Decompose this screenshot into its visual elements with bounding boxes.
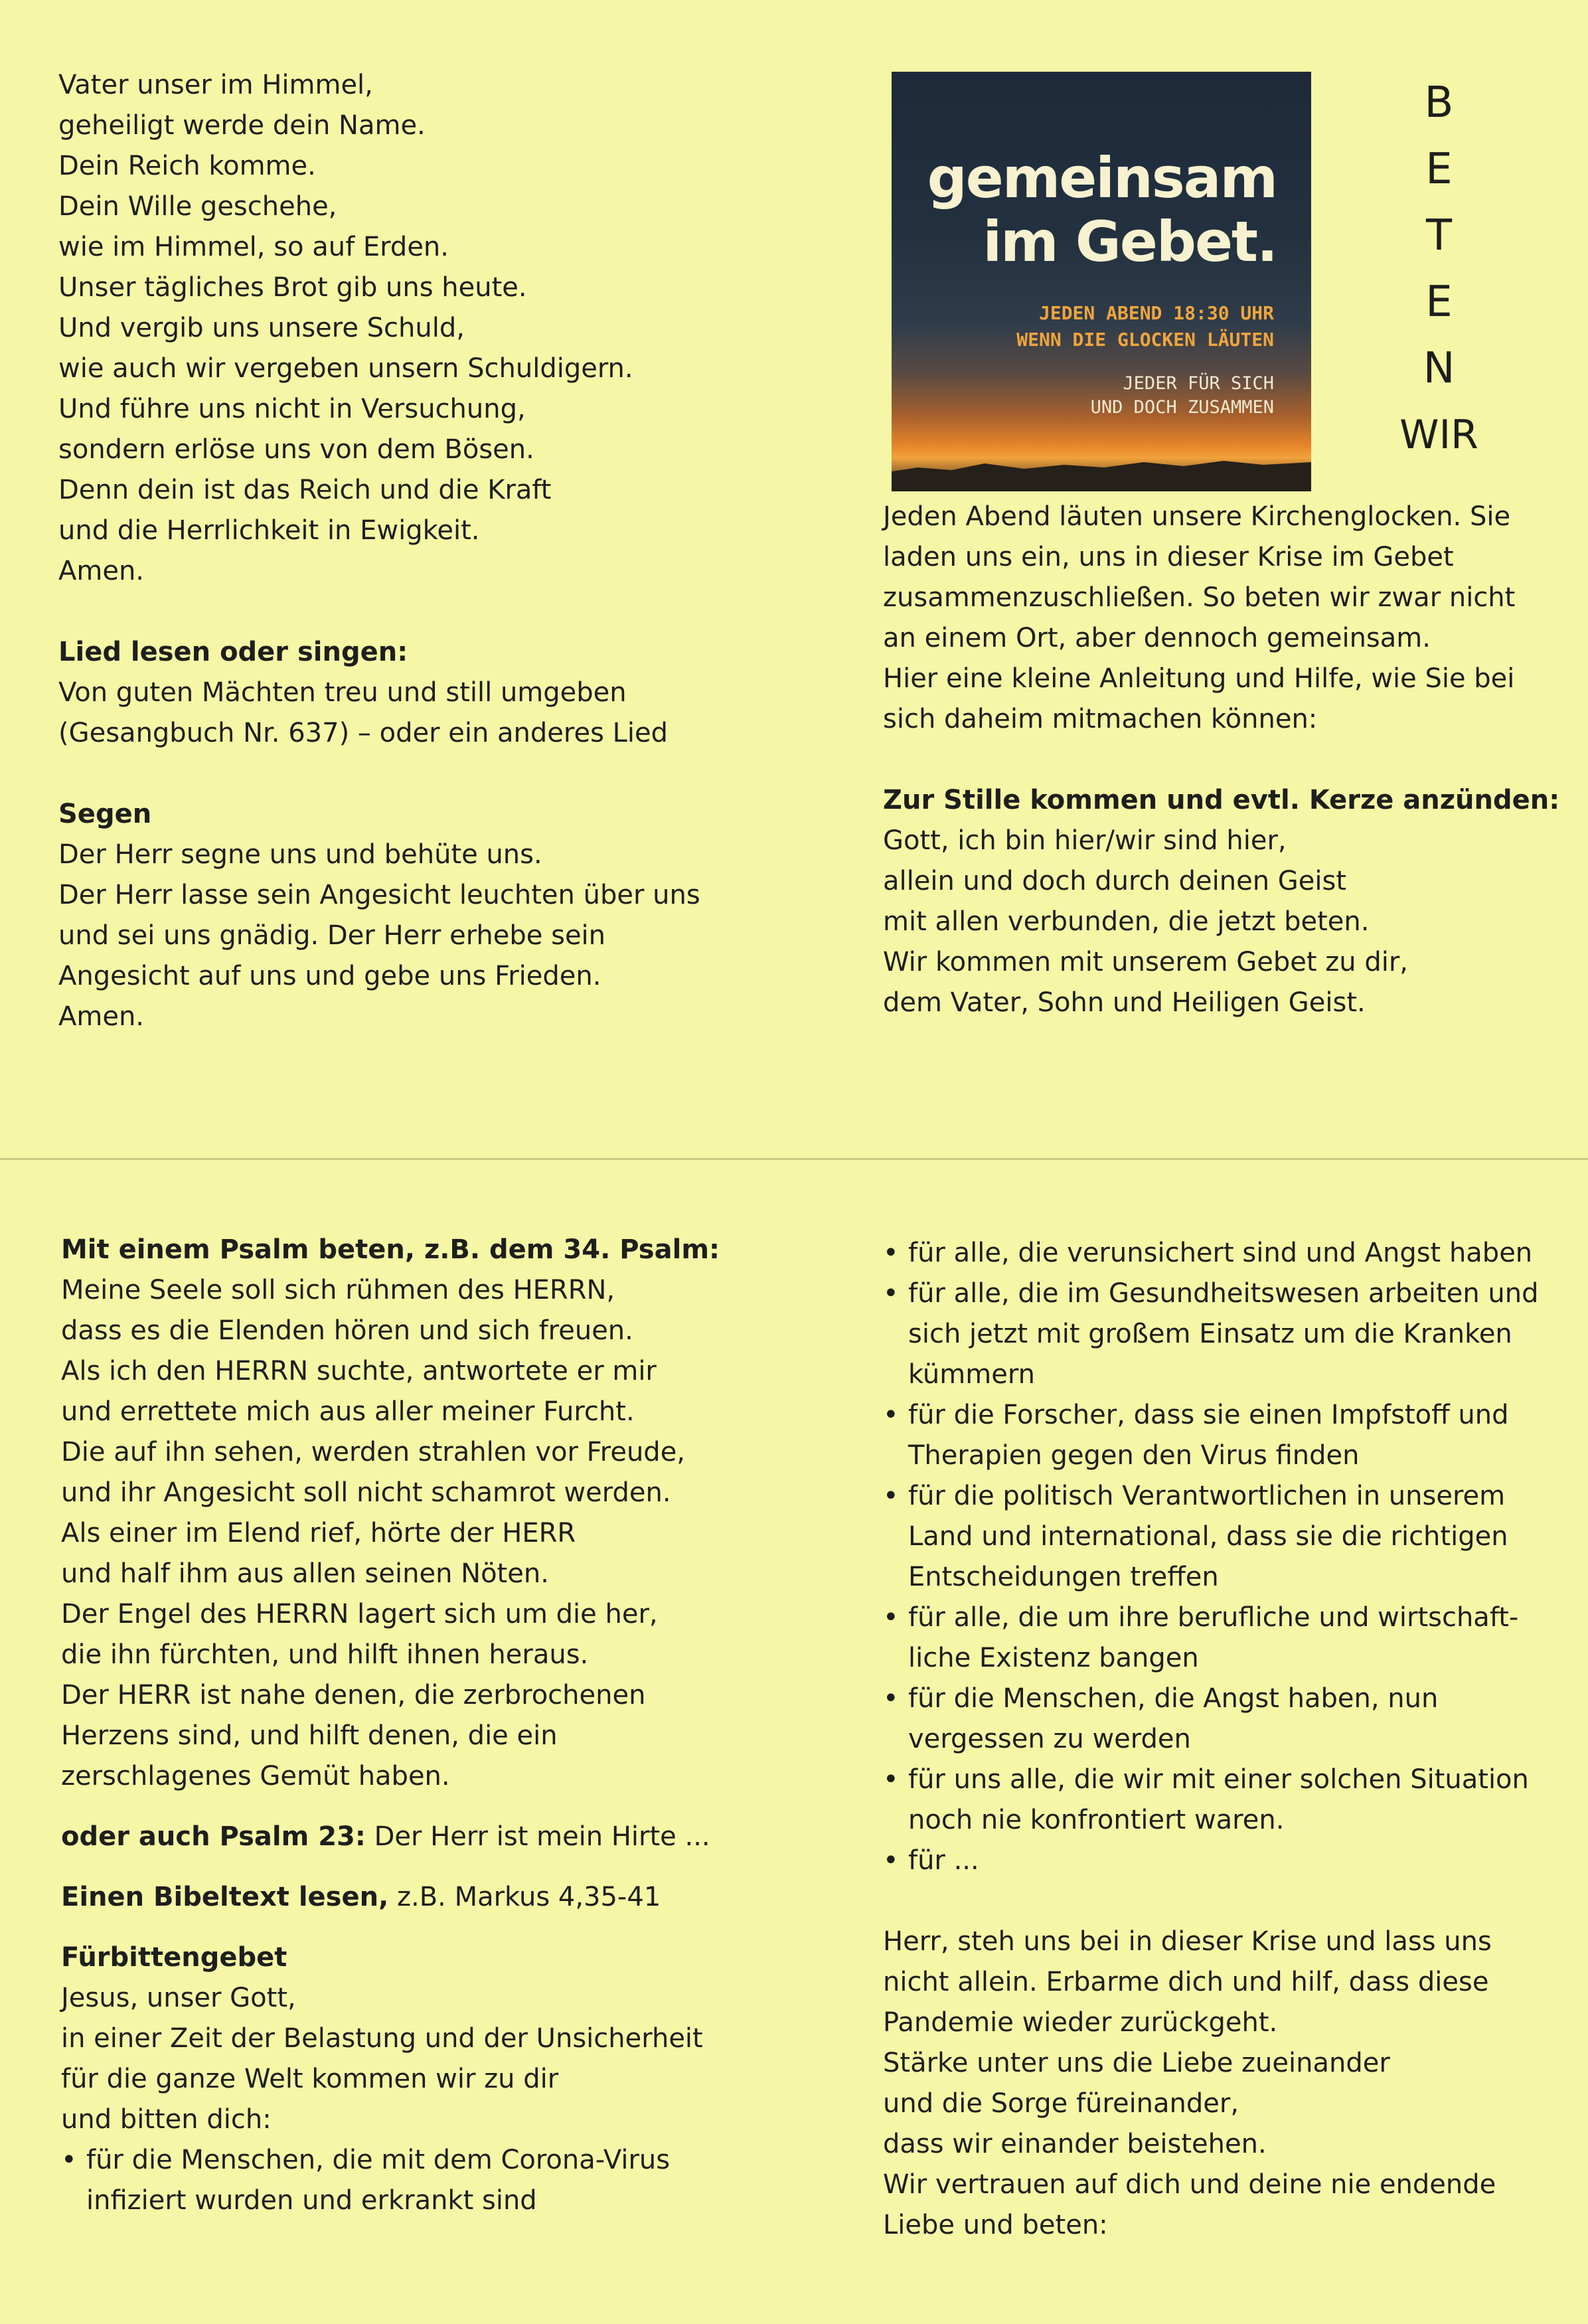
beten-wir-vertical bbox=[1394, 70, 1484, 468]
bullet-text-line: sich jetzt mit großem Einsatz um die Kranken bbox=[908, 1319, 1512, 1349]
bullet-item bbox=[883, 1679, 1539, 1760]
bullet-icon: • bbox=[883, 1602, 899, 1633]
bullet-text-line: vergessen zu werden bbox=[908, 1724, 1191, 1754]
poster-tagline: JEDER FÜR SICH UND DOCH ZUSAMMEN bbox=[1090, 373, 1274, 418]
bullet-text-line: Therapien gegen den Virus finden bbox=[908, 1440, 1360, 1471]
lied-heading: Lied lesen oder singen: bbox=[58, 637, 408, 667]
fuerbitten-text bbox=[61, 1978, 720, 2140]
bullet-text-line: für alle, die um ihre berufliche und wirtschaft- bbox=[908, 1602, 1519, 1633]
poster-title: gemeinsam im Gebet. bbox=[927, 145, 1277, 274]
text-line: Denn dein ist das Reich und die Kraft bbox=[58, 475, 552, 505]
text-line: Dein Reich komme. bbox=[58, 151, 316, 181]
poster-time: JEDEN ABEND 18:30 UHR WENN DIE GLOCKEN LÄUTEN bbox=[1016, 302, 1274, 351]
bullet-text-line: liche Existenz bangen bbox=[908, 1643, 1199, 1673]
bullet-item bbox=[883, 1395, 1539, 1476]
closing-prayer bbox=[883, 1922, 1539, 2246]
text-line: Meine Seele soll sich rühmen des HERRN, bbox=[61, 1275, 615, 1305]
bullet-item bbox=[883, 1274, 1539, 1395]
bibeltext-line: Einen Bibeltext lesen, z.B. Markus 4,35-41 bbox=[61, 1882, 661, 1912]
text-line: mit allen verbunden, die jetzt beten. bbox=[883, 906, 1370, 937]
bullet-text-line: für alle, die verunsichert sind und Angst haben bbox=[908, 1238, 1533, 1268]
bullet-icon: • bbox=[883, 1683, 899, 1714]
bullet-text-line: für die Forscher, dass sie einen Impfstoff und bbox=[908, 1400, 1509, 1430]
vaterunser-text bbox=[58, 65, 700, 592]
psalm-heading: Mit einem Psalm beten, z.B. dem 34. Psalm: bbox=[61, 1234, 720, 1265]
bullet-item bbox=[883, 1233, 1539, 1274]
bullet-icon: • bbox=[883, 1481, 899, 1511]
psalm23-line: oder auch Psalm 23: Der Herr ist mein Hirte ... bbox=[61, 1821, 710, 1852]
bullet-item bbox=[883, 1760, 1539, 1841]
bullet-item bbox=[883, 1841, 1539, 1881]
lied-text bbox=[58, 673, 700, 754]
beten-letter: E bbox=[1425, 145, 1453, 194]
text-line: und sei uns gnädig. Der Herr erhebe sein bbox=[58, 920, 606, 951]
text-line: Der Engel des HERRN lagert sich um die her, bbox=[61, 1599, 658, 1629]
text-line: nicht allein. Erbarme dich und hilf, dass diese bbox=[883, 1967, 1489, 1997]
text-line: wie im Himmel, so auf Erden. bbox=[58, 232, 449, 262]
text-line: zerschlagenes Gemüt haben. bbox=[61, 1761, 450, 1791]
text-line: Angesicht auf uns und gebe uns Frieden. bbox=[58, 961, 601, 991]
text-line: dem Vater, Sohn und Heiligen Geist. bbox=[883, 987, 1366, 1018]
text-line: Herr, steh uns bei in dieser Krise und lass uns bbox=[883, 1926, 1492, 1957]
bullet-text-line: Land und international, dass sie die richtigen bbox=[908, 1521, 1508, 1552]
segen-text bbox=[58, 835, 700, 1037]
bullet-item bbox=[883, 1598, 1539, 1679]
text-line: Amen. bbox=[58, 1001, 145, 1032]
text-line: Jeden Abend läuten unsere Kirchenglocken. Sie bbox=[883, 501, 1511, 532]
bullet-icon: • bbox=[883, 1238, 899, 1268]
fuerbitten-heading: Fürbittengebet bbox=[61, 1942, 287, 1973]
gebet-poster bbox=[892, 72, 1311, 491]
text-line: (Gesangbuch Nr. 637) – oder ein anderes Lied bbox=[58, 718, 669, 748]
text-line: dass es die Elenden hören und sich freuen. bbox=[61, 1315, 633, 1346]
fuerbitten-column bbox=[883, 1233, 1539, 2246]
text-line: die ihn fürchten, und hilft ihnen heraus. bbox=[61, 1639, 589, 1670]
beten-letter: T bbox=[1425, 211, 1453, 260]
beten-letter: E bbox=[1425, 278, 1453, 327]
text-line: laden uns ein, uns in dieser Krise im Gebet bbox=[883, 542, 1454, 572]
bullet-list bbox=[883, 1233, 1539, 1881]
bullet-item bbox=[883, 1476, 1539, 1598]
text-line: Hier eine kleine Anleitung und Hilfe, wie Sie bei bbox=[883, 663, 1515, 694]
stille-text bbox=[883, 821, 1559, 1023]
text-line: Und vergib uns unsere Schuld, bbox=[58, 313, 465, 343]
text-line: und die Herrlichkeit in Ewigkeit. bbox=[58, 515, 480, 546]
text-line: und errettete mich aus aller meiner Furcht. bbox=[61, 1396, 635, 1427]
text-line: Liebe und beten: bbox=[883, 2210, 1108, 2240]
text-line: Der Herr segne uns und behüte uns. bbox=[58, 839, 542, 870]
beten-letter: B bbox=[1424, 78, 1454, 127]
mountain-silhouette bbox=[892, 438, 1311, 491]
text-line: wie auch wir vergeben unsern Schuldigern. bbox=[58, 353, 633, 384]
text-line: geheiligt werde dein Name. bbox=[58, 110, 426, 141]
text-line: Der HERR ist nahe denen, die zerbrochenen bbox=[61, 1680, 646, 1710]
text-line: Und führe uns nicht in Versuchung, bbox=[58, 394, 526, 424]
intro-text bbox=[883, 497, 1559, 740]
segen-heading: Segen bbox=[58, 799, 152, 829]
text-line: und half ihm aus allen seinen Nöten. bbox=[61, 1558, 549, 1589]
text-line: Vater unser im Himmel, bbox=[58, 70, 373, 100]
vaterunser-column bbox=[58, 65, 700, 1037]
text-line: Als ich den HERRN suchte, antwortete er mir bbox=[61, 1356, 657, 1386]
bullet-text-line: für alle, die im Gesundheitswesen arbeiten und bbox=[908, 1278, 1539, 1309]
text-line: Herzens sind, und hilft denen, die ein bbox=[61, 1720, 558, 1751]
text-line: und ihr Angesicht soll nicht schamrot werden. bbox=[61, 1477, 671, 1508]
text-line: und die Sorge füreinander, bbox=[883, 2088, 1239, 2119]
bullet-icon: • bbox=[883, 1400, 899, 1430]
beten-letter: WIR bbox=[1399, 412, 1478, 458]
text-line: Von guten Mächten treu und still umgeben bbox=[58, 677, 627, 708]
text-line: Amen. bbox=[58, 556, 145, 586]
stille-heading: Zur Stille kommen und evtl. Kerze anzünden: bbox=[883, 785, 1560, 815]
text-line: sich daheim mitmachen können: bbox=[883, 704, 1318, 734]
text-line: Unser tägliches Brot gib uns heute. bbox=[58, 272, 527, 303]
bullet-text-line: für die Menschen, die Angst haben, nun bbox=[908, 1683, 1439, 1714]
bullet-icon: • bbox=[883, 1764, 899, 1795]
text-line: allein und doch durch deinen Geist bbox=[883, 866, 1347, 896]
bullet-icon: • bbox=[61, 2145, 77, 2175]
text-line: Stärke unter uns die Liebe zueinander bbox=[883, 2048, 1390, 2078]
beten-letter: N bbox=[1423, 344, 1455, 393]
bullet-item: • für die Menschen, die mit dem Corona-Virus infiziert wurden und erkrankt sind bbox=[61, 2140, 720, 2221]
text-line: für die ganze Welt kommen wir zu dir bbox=[61, 2064, 559, 2094]
text-line: Wir kommen mit unserem Gebet zu dir, bbox=[883, 947, 1408, 977]
anleitung-column bbox=[883, 497, 1559, 1023]
text-line: dass wir einander beistehen. bbox=[883, 2129, 1267, 2159]
bullet-text-line: für uns alle, die wir mit einer solchen Situation bbox=[908, 1764, 1529, 1795]
text-line: Wir vertrauen auf dich und deine nie endende bbox=[883, 2169, 1496, 2200]
text-line: an einem Ort, aber dennoch gemeinsam. bbox=[883, 623, 1431, 653]
fold-line bbox=[0, 1158, 1588, 1160]
text-line: Pandemie wieder zurückgeht. bbox=[883, 2007, 1278, 2038]
bullet-icon: • bbox=[883, 1845, 899, 1876]
bullet-text-line: für ... bbox=[908, 1845, 979, 1876]
text-line: Die auf ihn sehen, werden strahlen vor Freude, bbox=[61, 1437, 686, 1467]
text-line: in einer Zeit der Belastung und der Unsicherheit bbox=[61, 2023, 703, 2054]
text-line: Der Herr lasse sein Angesicht leuchten über uns bbox=[58, 880, 700, 910]
text-line: Als einer im Elend rief, hörte der HERR bbox=[61, 1518, 576, 1548]
text-line: Gott, ich bin hier/wir sind hier, bbox=[883, 825, 1287, 856]
text-line: und bitten dich: bbox=[61, 2104, 272, 2135]
text-line: Dein Wille geschehe, bbox=[58, 191, 337, 222]
psalm-column bbox=[61, 1230, 720, 2221]
psalm-text bbox=[61, 1270, 720, 1797]
bullet-text-line: für die politisch Verantwortlichen in unserem bbox=[908, 1481, 1506, 1511]
bullet-icon: • bbox=[883, 1278, 899, 1309]
text-line: zusammenzuschließen. So beten wir zwar nicht bbox=[883, 582, 1516, 613]
text-line: Jesus, unser Gott, bbox=[61, 1983, 296, 2013]
bullet-text-line: kümmern bbox=[908, 1359, 1035, 1390]
bullet-text-line: Entscheidungen treffen bbox=[908, 1562, 1219, 1592]
bullet-text-line: noch nie konfrontiert waren. bbox=[908, 1805, 1285, 1835]
text-line: sondern erlöse uns von dem Bösen. bbox=[58, 434, 534, 465]
